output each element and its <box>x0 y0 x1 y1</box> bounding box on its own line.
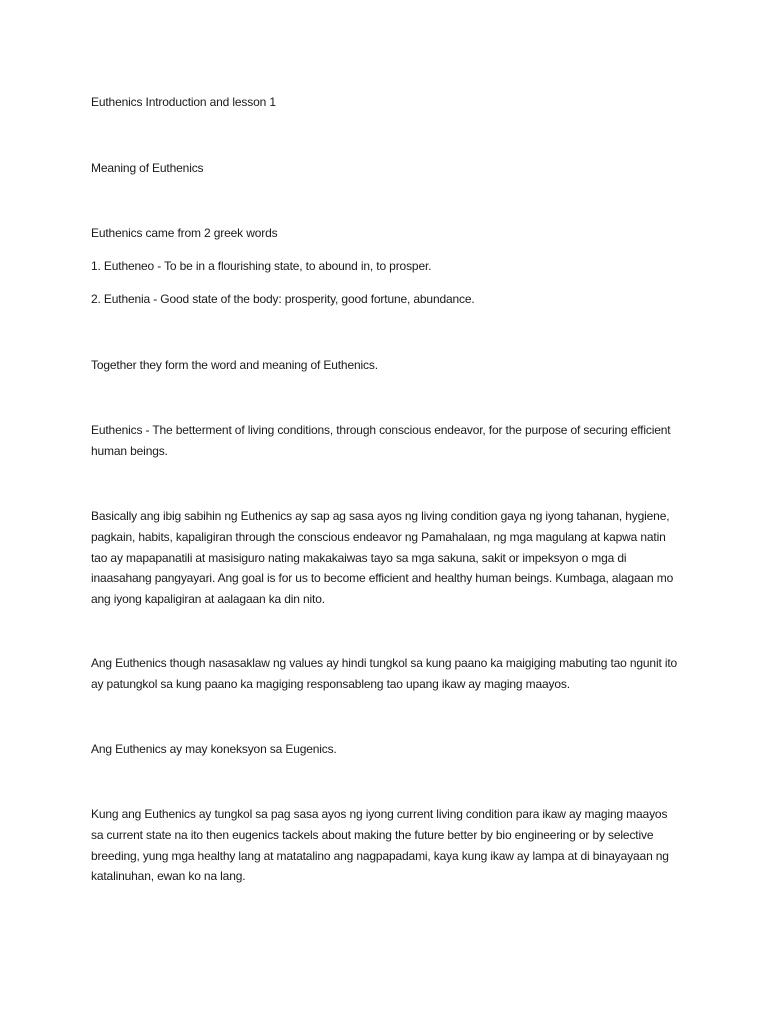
paragraph: Kung ang Euthenics ay tungkol sa pag sasa ayos ng iyong current living condition para ikaw ay maging maayos sa current state na ito then eugenics tackels about making the future better by bio engineering or by selective breeding, yung mga healthy lang at matatalino ang nagpapadami, kaya kung ikaw ay lampa at di binayayaan ng katalinuhan, ewan ko na lang. <box>91 807 669 884</box>
section-heading: Meaning of Euthenics <box>91 161 204 175</box>
list-item: 2. Euthenia - Good state of the body: prosperity, good fortune, abundance. <box>91 292 475 306</box>
paragraph: Basically ang ibig sabihin ng Euthenics ay sap ag sasa ayos ng living condition gaya ng iyong tahanan, hygiene, pagkain, habits, kapaligiran through the conscious endeavor ng Pamahalaan, ng mga magulang at kapwa natin tao ay mapapanatili at masisiguro nating makakaiwas tayo sa mga sakuna, sakit or impeksyon o mga di inaasahang pangyayari. Ang goal is for us to become efficient and healthy human beings. Kumbaga, alagaan mo ang iyong kapaligiran at aalagaan ka din nito. <box>91 509 674 607</box>
paragraph: Euthenics came from 2 greek words <box>91 226 278 240</box>
definition-paragraph: Euthenics - The betterment of living conditions, through conscious endeavor, for the purpose of securing efficient human beings. <box>91 423 671 458</box>
document-title: Euthenics Introduction and lesson 1 <box>91 95 276 109</box>
list-item: 1. Eutheneo - To be in a flourishing state, to abound in, to prosper. <box>91 259 432 273</box>
paragraph: Ang Euthenics though nasasaklaw ng values ay hindi tungkol sa kung paano ka maigiging mabuting tao ngunit ito ay patungkol sa kung paano ka magiging responsableng tao upang ikaw ay maging maayos. <box>91 656 678 691</box>
paragraph: Ang Euthenics ay may koneksyon sa Eugenics. <box>91 742 337 756</box>
paragraph: Together they form the word and meaning of Euthenics. <box>91 358 378 372</box>
